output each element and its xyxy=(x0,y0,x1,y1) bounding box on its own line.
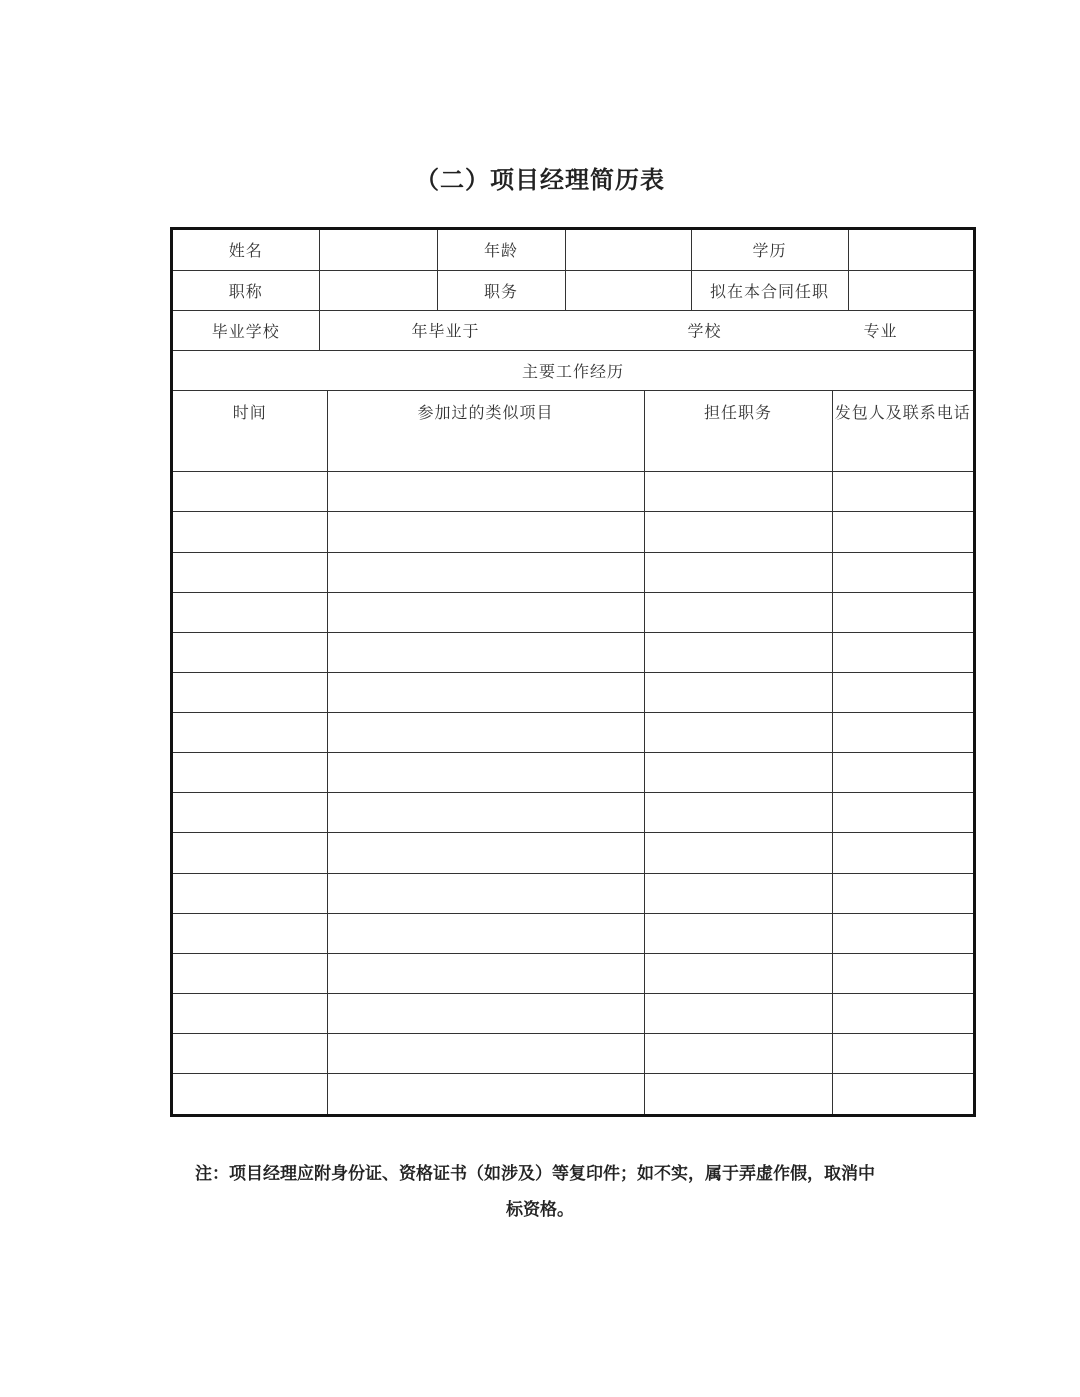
table-row xyxy=(173,472,973,512)
education-label: 学历 xyxy=(691,230,848,270)
role-cell[interactable] xyxy=(644,793,832,833)
time-cell[interactable] xyxy=(173,953,327,993)
contact-cell[interactable] xyxy=(832,793,973,833)
project-cell[interactable] xyxy=(327,873,644,913)
contact-cell[interactable] xyxy=(832,993,973,1033)
role-cell[interactable] xyxy=(644,833,832,873)
contact-cell[interactable] xyxy=(832,913,973,953)
time-cell[interactable] xyxy=(173,1074,327,1114)
footnote-line-2: 标资格。 xyxy=(506,1200,574,1220)
column-header-role: 担任职务 xyxy=(644,391,832,432)
professional-title-field[interactable] xyxy=(319,270,437,310)
contact-cell[interactable] xyxy=(832,953,973,993)
role-cell[interactable] xyxy=(644,632,832,672)
project-cell[interactable] xyxy=(327,432,644,472)
table-row xyxy=(173,592,973,632)
time-cell[interactable] xyxy=(173,793,327,833)
role-cell[interactable] xyxy=(644,713,832,753)
contact-cell[interactable] xyxy=(832,472,973,512)
time-cell[interactable] xyxy=(173,552,327,592)
time-cell[interactable] xyxy=(173,472,327,512)
project-cell[interactable] xyxy=(327,713,644,753)
contact-cell[interactable] xyxy=(832,432,973,472)
role-cell[interactable] xyxy=(644,993,832,1033)
contact-cell[interactable] xyxy=(832,1074,973,1114)
footnote xyxy=(195,1156,925,1228)
contact-cell[interactable] xyxy=(832,713,973,753)
table-row xyxy=(173,993,973,1033)
time-cell[interactable] xyxy=(173,592,327,632)
role-cell[interactable] xyxy=(644,552,832,592)
project-cell[interactable] xyxy=(327,672,644,712)
table-row xyxy=(173,1074,973,1114)
time-cell[interactable] xyxy=(173,432,327,472)
table-row xyxy=(173,833,973,873)
role-cell[interactable] xyxy=(644,512,832,552)
resume-form xyxy=(170,227,976,1117)
contact-cell[interactable] xyxy=(832,592,973,632)
work-history-header-row xyxy=(173,391,973,432)
contact-cell[interactable] xyxy=(832,1034,973,1074)
table-row xyxy=(173,672,973,712)
time-cell[interactable] xyxy=(173,833,327,873)
time-cell[interactable] xyxy=(173,913,327,953)
role-cell[interactable] xyxy=(644,592,832,632)
project-cell[interactable] xyxy=(327,512,644,552)
work-history-section-label: 主要工作经历 xyxy=(173,350,973,390)
table-row xyxy=(173,793,973,833)
contact-cell[interactable] xyxy=(832,753,973,793)
graduation-field[interactable] xyxy=(319,310,973,350)
contact-cell[interactable] xyxy=(832,873,973,913)
role-cell[interactable] xyxy=(644,1074,832,1114)
time-cell[interactable] xyxy=(173,873,327,913)
age-field[interactable] xyxy=(565,230,691,270)
time-cell[interactable] xyxy=(173,753,327,793)
project-cell[interactable] xyxy=(327,1074,644,1114)
proposed-role-label: 拟在本合同任职 xyxy=(691,270,848,310)
time-cell[interactable] xyxy=(173,632,327,672)
role-cell[interactable] xyxy=(644,1034,832,1074)
role-cell[interactable] xyxy=(644,472,832,512)
table-row xyxy=(173,873,973,913)
project-cell[interactable] xyxy=(327,793,644,833)
project-cell[interactable] xyxy=(327,552,644,592)
school-suffix-label: 学校 xyxy=(687,321,722,341)
project-cell[interactable] xyxy=(327,1034,644,1074)
table-row xyxy=(173,913,973,953)
table-row xyxy=(173,753,973,793)
contact-cell[interactable] xyxy=(832,632,973,672)
major-label: 专业 xyxy=(863,321,898,341)
column-header-similar-projects: 参加过的类似项目 xyxy=(327,391,644,432)
table-row xyxy=(173,632,973,672)
proposed-role-field[interactable] xyxy=(848,270,973,310)
contact-cell[interactable] xyxy=(832,512,973,552)
time-cell[interactable] xyxy=(173,512,327,552)
name-label: 姓名 xyxy=(173,230,319,270)
table-row xyxy=(173,552,973,592)
table-row xyxy=(173,953,973,993)
project-cell[interactable] xyxy=(327,833,644,873)
role-cell[interactable] xyxy=(644,432,832,472)
time-cell[interactable] xyxy=(173,713,327,753)
project-cell[interactable] xyxy=(327,632,644,672)
time-cell[interactable] xyxy=(173,993,327,1033)
project-cell[interactable] xyxy=(327,472,644,512)
basic-info-row-2 xyxy=(173,270,973,310)
time-cell[interactable] xyxy=(173,1034,327,1074)
role-cell[interactable] xyxy=(644,672,832,712)
table-row xyxy=(173,512,973,552)
table-row xyxy=(173,1034,973,1074)
age-label: 年龄 xyxy=(437,230,565,270)
table-row xyxy=(173,713,973,753)
position-field[interactable] xyxy=(565,270,691,310)
name-field[interactable] xyxy=(319,230,437,270)
work-history-section-row xyxy=(173,350,973,390)
page-title: （二）项目经理简历表 xyxy=(415,165,665,194)
project-cell[interactable] xyxy=(327,753,644,793)
project-cell[interactable] xyxy=(327,953,644,993)
project-cell[interactable] xyxy=(327,913,644,953)
contact-cell[interactable] xyxy=(832,552,973,592)
resume-table xyxy=(173,230,973,1114)
project-cell[interactable] xyxy=(327,993,644,1033)
column-header-employer-contact: 发包人及联系电话 xyxy=(832,391,973,432)
graduated-in-label: 年毕业于 xyxy=(411,321,480,341)
basic-info-row-1 xyxy=(173,230,973,270)
position-label: 职务 xyxy=(437,270,565,310)
professional-title-label: 职称 xyxy=(173,270,319,310)
role-cell[interactable] xyxy=(644,753,832,793)
role-cell[interactable] xyxy=(644,953,832,993)
project-cell[interactable] xyxy=(327,592,644,632)
role-cell[interactable] xyxy=(644,873,832,913)
contact-cell[interactable] xyxy=(832,833,973,873)
graduation-row xyxy=(173,310,973,350)
role-cell[interactable] xyxy=(644,913,832,953)
column-header-time: 时间 xyxy=(173,391,327,432)
education-field[interactable] xyxy=(848,230,973,270)
table-row xyxy=(173,432,973,472)
contact-cell[interactable] xyxy=(832,672,973,712)
school-label: 毕业学校 xyxy=(173,310,319,350)
footnote-line-1: 注：项目经理应附身份证、资格证书（如涉及）等复印件；如不实，属于弄虚作假，取消中 xyxy=(195,1164,875,1184)
time-cell[interactable] xyxy=(173,672,327,712)
